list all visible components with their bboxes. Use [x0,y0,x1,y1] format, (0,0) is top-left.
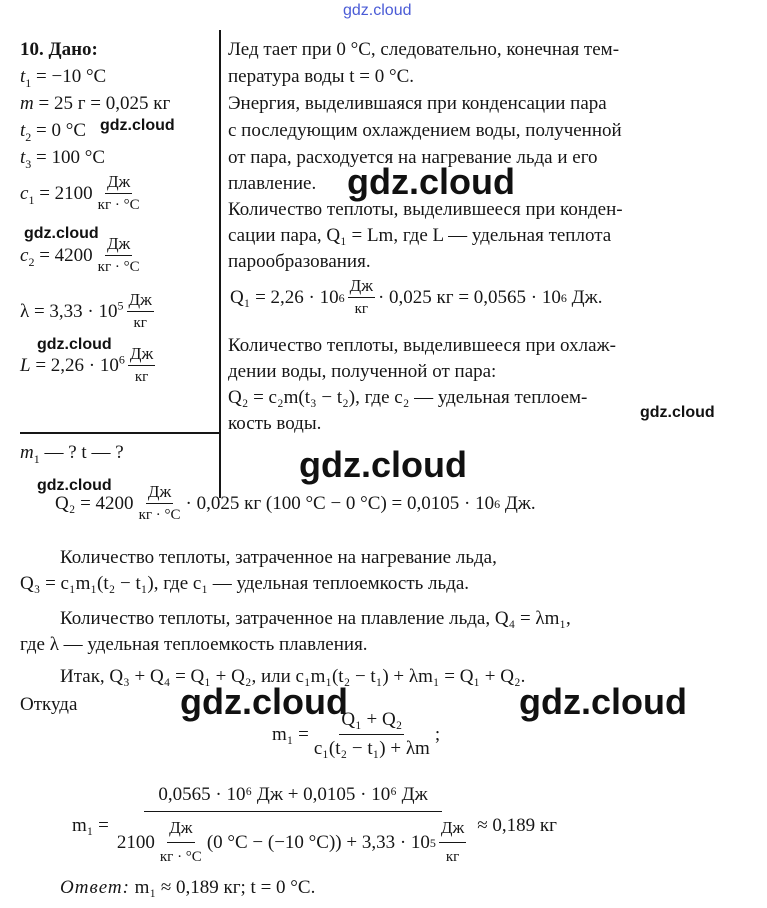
formula-fraction: $\frac{\text{Q₁ + Q₂}}{\text{c₁(t₂ − t₁) + λm}}$ [313,709,430,759]
unit-fraction: $\frac{Дж}{кг}$ [349,276,373,317]
unit-fraction: $\frac{Дж}{кг}$ [439,815,466,870]
solution-line: кость воды. [228,413,322,434]
watermark-large: gdz.cloud [180,681,348,722]
watermark-small: gdz.cloud [24,225,99,242]
watermark-top: gdz.cloud [343,2,412,19]
answer-text: m₁ ≈ 0,189 кг; t = 0 °C. [134,877,316,898]
unit-fraction: $\frac{Дж}{кг}$ [128,290,152,331]
answer-label: Ответ: [60,877,130,898]
paragraph-line: Количество теплоты, затраченное на плавление льда, Q₄ = λm₁, [60,608,571,629]
watermark-large: gdz.cloud [519,681,687,722]
given-lambda: $\lambda = 3,33 \cdot 10^5$ $\frac{Дж}{кг}$ [20,290,152,331]
solution-line: Энергия, выделившаяся при конденсации пара [228,93,607,114]
solution-line: пература воды t = 0 °C. [228,66,415,87]
unit-fraction: $\frac{Дж}{кг \cdot ^\circ C}$ [138,482,181,523]
solution-line: Количество теплоты, выделившееся при конден- [228,199,623,220]
paragraph-line: где λ — удельная теплоемкость плавления. [20,634,368,655]
solution-line: с последующим охлаждением воды, полученной [228,120,622,141]
solution-line: дении воды, полученной от пара: [228,361,497,382]
solution-line: сации пара, Q₁ = Lm, где L — удельная теплота [228,225,612,246]
answer [60,876,315,900]
watermark-small: gdz.cloud [640,404,715,421]
formula-q1: Q₁ = 2,26 · 10 6 $\frac{Дж}{кг}$ · 0,025 кг = 0,0565 · 10 6 Дж. [230,276,603,317]
given-t3: $t_3 = 100$ °C [20,147,106,171]
watermark-large: gdz.cloud [299,444,467,485]
given-find: $m_1$ — ? t — ? [20,442,124,466]
problem-header: 10. Дано: [20,39,98,60]
solution-line: Количество теплоты, выделившееся при охлаж- [228,335,616,356]
paragraph-line: Q₃ = c₁m₁(t₂ − t₁), где c₁ — удельная теплоемкость льда. [20,573,470,594]
unit-fraction: $\frac{Дж}{кг}$ [129,344,154,385]
unit-fraction: $\frac{Дж}{кг \cdot ^\circ C}$ [97,234,140,275]
solution-line: Q₂ = c₂m(t₃ − t₂), где c₂ — удельная теплоем- [228,387,588,408]
unit-fraction: $\frac{Дж}{кг \cdot ^\circ C}$ [97,172,140,213]
formula-m1: m₁ = $\frac{\text{Q₁ + Q₂}}{\text{c₁(t₂ − t₁) + λm}}$ ; [272,707,440,762]
paragraph-line: Количество теплоты, затраченное на нагревание льда, [60,547,497,568]
calc-fraction: 0,0565 · 10⁶ Дж + 0,0105 · 10⁶ Дж 2100 $\frac{Дж}{кг \cdot ^\circ C}$ (0 °C − (−10 °C)) + 3,33 · 10 5 $\frac{Дж}{кг}$ [115,782,471,870]
unit-fraction: $\frac{Дж}{кг \cdot ^\circ C}$ [158,815,204,870]
paragraph-line: Итак, Q₃ + Q₄ = Q₁ + Q₂, или c₁m₁(t₂ − t₁) + λm₁ = Q₁ + Q₂. [60,666,526,687]
solution-line: Лед тает при 0 °C, следовательно, конечная тем- [228,39,620,60]
solution-line: плавление. [228,173,317,194]
given-t1: $t_1 = -10$ °C [20,66,107,90]
paragraph-line: Откуда [20,694,78,715]
given-t2: $t_2 = 0$ °C [20,120,87,144]
formula-m1-calc: m₁ = 0,0565 · 10⁶ Дж + 0,0105 · 10⁶ Дж 2100 $\frac{Дж}{кг \cdot ^\circ C}$ (0 °C − (−10 °C)) + 3,33 · 10 5 $\frac{Дж}{кг}$ ≈ 0,189 кг [72,782,557,870]
formula-q2: Q₂ = 4200 $\frac{Дж}{кг \cdot ^\circ C}$ · 0,025 кг (100 °C − 0 °C) = 0,0105 · 10 6 Дж. [55,482,536,523]
given-c1: $c_1 = 2100$ $\frac{Дж}{кг \cdot ^\circ C}$ [20,172,140,213]
given-mass: m = 25 г = 0,025 кг [20,93,171,114]
watermark-small: gdz.cloud [100,117,175,134]
watermark-large: gdz.cloud [347,161,515,202]
given-L: $L = 2,26 \cdot 10^6$ $\frac{Дж}{кг}$ [20,344,154,385]
given-c2: $c_2 = 4200$ $\frac{Дж}{кг \cdot ^\circ C}$ [20,234,140,275]
given-divider-vertical [219,30,221,498]
given-divider-horizontal [20,432,219,434]
solution-line: от пара, расходуется на нагревание льда и его [228,147,598,168]
solution-line: парообразования. [228,251,371,272]
watermark-small: gdz.cloud [37,336,112,353]
watermark-small: gdz.cloud [37,477,112,494]
